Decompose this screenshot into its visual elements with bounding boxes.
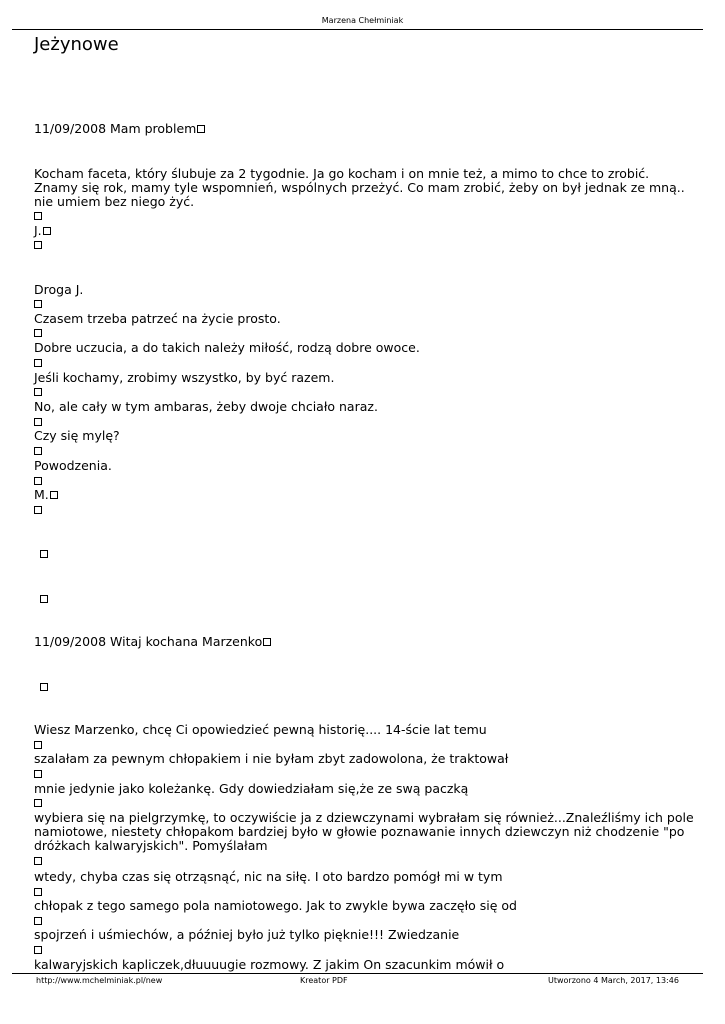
text-line: 11/09/2008 Witaj kochana Marzenko xyxy=(34,634,271,649)
placeholder-glyph-icon xyxy=(34,418,42,426)
text-line: namiotowe, niestety chłopakom bardziej było w głowie poznawanie innych dziewczyn niż chodzenie "po xyxy=(34,824,685,839)
placeholder-glyph-icon xyxy=(50,491,58,499)
text-line xyxy=(34,208,42,223)
placeholder-glyph-icon xyxy=(34,477,42,485)
text-line xyxy=(40,679,48,694)
text-line xyxy=(40,546,48,561)
text-line xyxy=(40,591,48,606)
placeholder-glyph-icon xyxy=(197,125,205,133)
footer-generator: Kreator PDF xyxy=(300,976,348,985)
text-line xyxy=(34,325,42,340)
placeholder-glyph-icon xyxy=(40,683,48,691)
text-line: szalałam za pewnym chłopakiem i nie byłam zbyt zadowolona, że traktował xyxy=(34,751,509,766)
text-line xyxy=(34,473,42,488)
placeholder-glyph-icon xyxy=(34,770,42,778)
text-line xyxy=(34,766,42,781)
placeholder-glyph-icon xyxy=(34,857,42,865)
footer-url: http://www.mchelminiak.pl/new xyxy=(36,976,163,985)
text-line: Dobre uczucia, a do takich należy miłość, rodzą dobre owoce. xyxy=(34,340,420,355)
text-line: dróżkach kalwaryjskich". Pomyślałam xyxy=(34,838,268,853)
text-line: M. xyxy=(34,487,58,502)
text-line xyxy=(34,853,42,868)
text-line: chłopak z tego samego pola namiotowego. Jak to zwykle bywa zaczęło się od xyxy=(34,898,517,913)
placeholder-glyph-icon xyxy=(40,550,48,558)
placeholder-glyph-icon xyxy=(34,799,42,807)
text-line xyxy=(34,884,42,899)
text-line xyxy=(34,237,42,252)
text-line: nie umiem bez niego żyć. xyxy=(34,194,195,209)
placeholder-glyph-icon xyxy=(34,946,42,954)
placeholder-glyph-icon xyxy=(40,595,48,603)
placeholder-glyph-icon xyxy=(34,388,42,396)
footer-created-date: Utworzono 4 March, 2017, 13:46 xyxy=(548,976,679,985)
header-rule xyxy=(12,29,703,30)
text-line: 11/09/2008 Mam problem xyxy=(34,121,205,136)
text-line: Droga J. xyxy=(34,282,84,297)
placeholder-glyph-icon xyxy=(34,359,42,367)
text-line: wtedy, chyba czas się otrząsnąć, nic na siłę. I oto bardzo pomógł mi w tym xyxy=(34,869,503,884)
text-line: spojrzeń i uśmiechów, a później było już tylko pięknie!!! Zwiedzanie xyxy=(34,927,460,942)
text-line xyxy=(34,443,42,458)
text-line: Jeśli kochamy, zrobimy wszystko, by być razem. xyxy=(34,370,335,385)
placeholder-glyph-icon xyxy=(34,741,42,749)
text-line xyxy=(34,502,42,517)
placeholder-glyph-icon xyxy=(34,888,42,896)
placeholder-glyph-icon xyxy=(34,447,42,455)
text-line xyxy=(34,384,42,399)
text-line: Powodzenia. xyxy=(34,458,112,473)
page-title: Jeżynowe xyxy=(34,34,119,55)
placeholder-glyph-icon xyxy=(34,300,42,308)
text-line xyxy=(34,355,42,370)
text-line: mnie jedynie jako koleżankę. Gdy dowiedziałam się,że ze swą paczką xyxy=(34,781,469,796)
footer-rule xyxy=(12,973,703,974)
text-line xyxy=(34,913,42,928)
text-line: Czasem trzeba patrzeć na życie prosto. xyxy=(34,311,281,326)
text-line xyxy=(34,414,42,429)
text-line: J. xyxy=(34,223,51,238)
placeholder-glyph-icon xyxy=(34,506,42,514)
placeholder-glyph-icon xyxy=(34,329,42,337)
text-line xyxy=(34,795,42,810)
text-line xyxy=(34,942,42,957)
text-line: Kocham faceta, który ślubuje za 2 tygodnie. Ja go kocham i on mnie też, a mimo to chce to zrobić. xyxy=(34,166,650,181)
text-line: wybiera się na pielgrzymkę, to oczywiście ja z dziewczynami wybrałam się również...Znaleźliśmy ich pole xyxy=(34,810,694,825)
text-line: kalwaryjskich kapliczek,dłuuuugie rozmowy. Z jakim On szacunkim mówił o xyxy=(34,957,505,972)
placeholder-glyph-icon xyxy=(263,638,271,646)
text-line: Czy się mylę? xyxy=(34,428,120,443)
placeholder-glyph-icon xyxy=(34,212,42,220)
text-line: Wiesz Marzenko, chcę Ci opowiedzieć pewną historię.... 14-ście lat temu xyxy=(34,722,487,737)
text-line: Znamy się rok, mamy tyle wspomnień, wspólnych przeżyć. Co mam zrobić, żeby on był jednak ze mną.. xyxy=(34,180,685,195)
placeholder-glyph-icon xyxy=(34,241,42,249)
page-header-author: Marzena Chełminiak xyxy=(321,16,404,25)
text-line xyxy=(34,296,42,311)
text-line xyxy=(34,737,42,752)
text-line: No, ale cały w tym ambaras, żeby dwoje chciało naraz. xyxy=(34,399,378,414)
placeholder-glyph-icon xyxy=(34,917,42,925)
placeholder-glyph-icon xyxy=(43,227,51,235)
